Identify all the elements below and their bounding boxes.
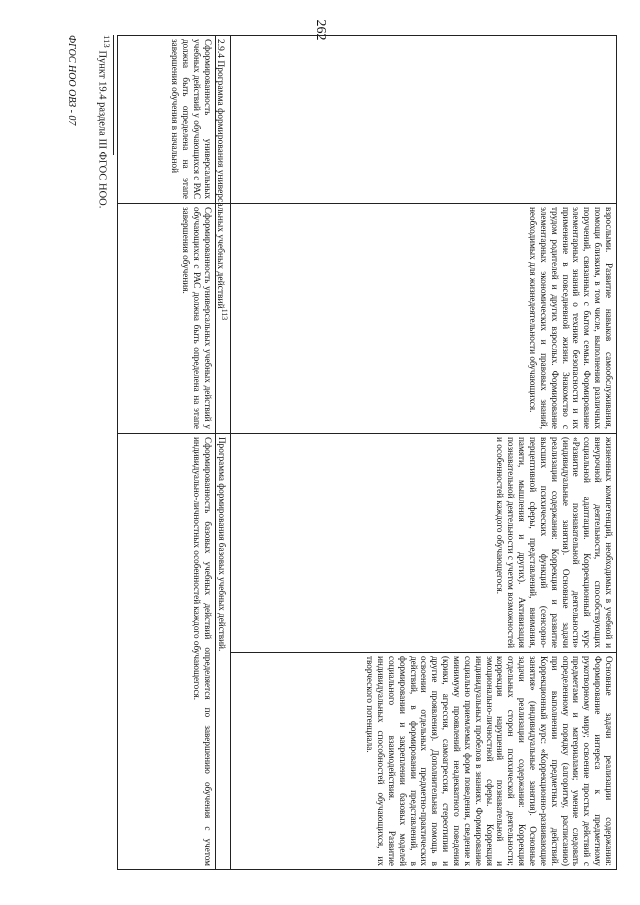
footnote-ref: 113 (220, 308, 229, 321)
table-cell-variant-text-2 (231, 652, 617, 870)
table-cell-variant-text (231, 433, 617, 652)
section-cell-2: Сформированность универсальных учебных действий у обучающихся с РАС должна быть определена на этапе завершения обучения. (181, 207, 213, 429)
section-cell-3: Сформированность базовых учебных действий определяется по завершению обучения с учетом индивидуально-личностных особенностей каждого обучающегося. (192, 437, 213, 866)
footnote-separator (113, 35, 114, 155)
rotated-sheet (57, 35, 617, 870)
footnote-text: Пункт 19.4 раздела III ФГОС НОО. (96, 50, 108, 209)
cell-paragraph: взрослыми. Развитие навыков самообслуживания, помощи близким, в том числе, выполнения различных поручений, связанных с бытом семьи. Формирование элементарных знаний о технике безопасности и их применение в повседневной жизни. Знакомство с трудом родителей и других взрослых. Формирование элементарных экономических и правовых знаний, необходимых для жизнедеятельности обучающихся. (527, 207, 614, 429)
footnote-number: 113 (102, 35, 112, 48)
document-footer: ФГОС НОО ОВЗ - 07 (66, 35, 77, 126)
section-title: 2.9.4 Программа формирования универсальных учебных действий (214, 39, 225, 309)
table-cell-standard-text (231, 203, 617, 433)
page-number: 262 (313, 19, 328, 41)
section-cell-1: Сформированность универсальных учебных действий у обучающихся с РАС должна быть определена на этапе завершения обучения в начальной (170, 39, 213, 199)
section-cell-3-title: Программа формирования базовых учебных действий. (217, 437, 227, 652)
footnote (97, 35, 113, 870)
cell-paragraph: Основные задачи реализации содержания: Формирование интереса к предметному рукотворному миру; освоение простых действий с предметами и материалами; умение следовать определенному порядку (алгоритму, расписанию) при выполнении предметных действий. Коррекционный курс: «Коррекционно-развивающие занятия» (индивидуальные занятия). Основные задачи реализации содержания: Коррекция отдельных сторон психической деятельности; коррекция нарушений познавательной и эмоционально-личностной сферы. Коррекция индивидуальных пробелов в знаниях. Формирование социально приемлемых форм поведения, сведение к минимуму проявлений неадекватного поведения (крики, агрессия, самоагрессия, стереотипии и другие проявления). Дополнительная помощь в освоении отдельных предметно-практических действий, в формировании представлений, в формировании и закреплении базовых моделей социального взаимодействия. Развитие индивидуальных способностей обучающихся, их творческого потенциала. (365, 656, 614, 866)
table-cell-empty (231, 35, 617, 203)
cell-paragraph: жизненных компетенций, необходимых в учебной и внеурочной деятельности, способствующих социальной адаптации. Коррекционный курс «Развитие познавательной деятельности» (индивидуальные занятия). Основные задачи реализации содержания: Коррекция и развитие высших психических функций (сенсорно-перцептивной сферы, представлений, внимания, памяти, мышления и других). Активизация познавательной деятельности с учетом возможностей и особенностей каждого обучающегося. (495, 437, 614, 648)
